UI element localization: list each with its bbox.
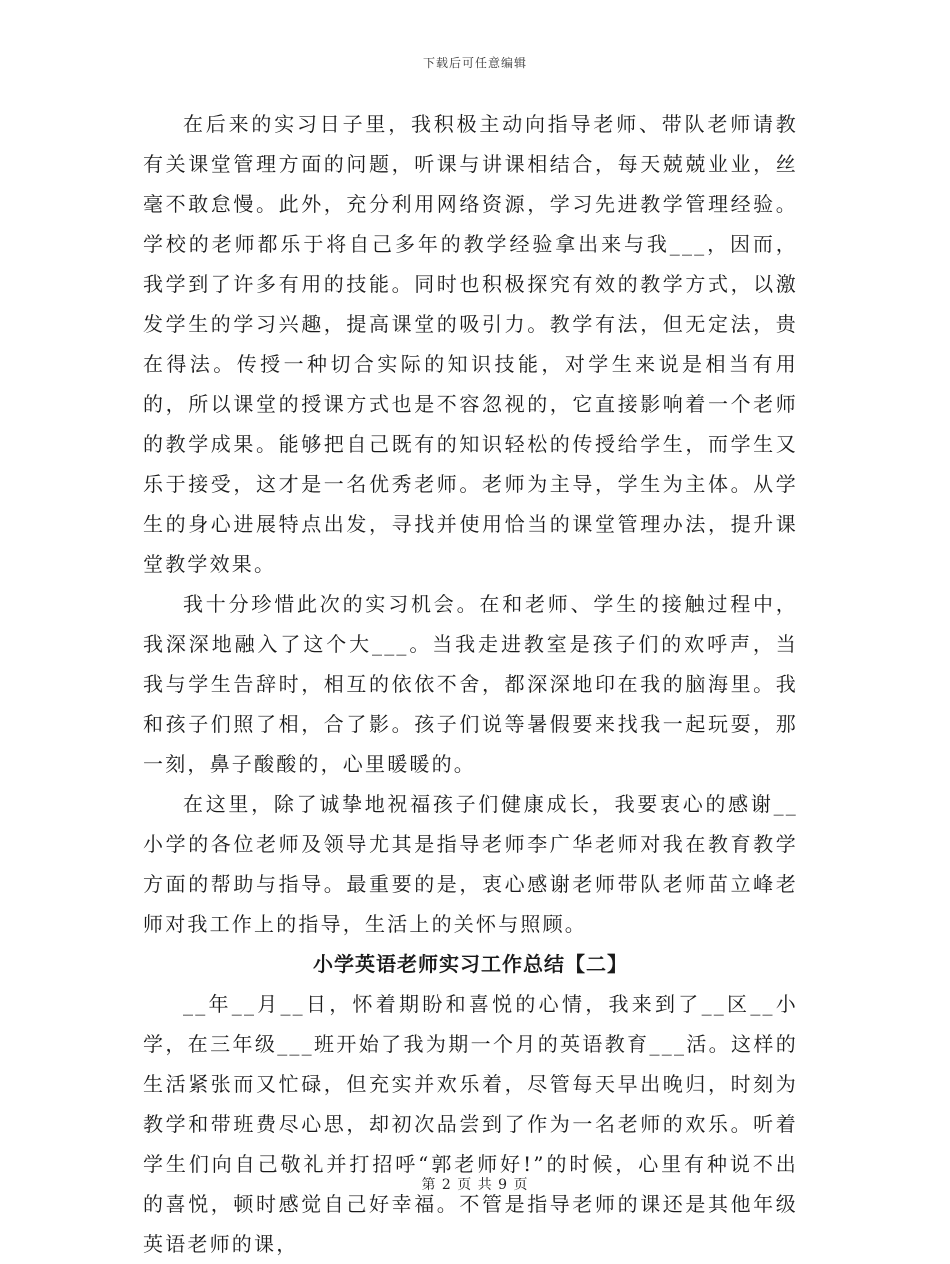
page-number-footer: 第 2 页 共 9 页	[421, 1177, 529, 1193]
paragraph-practice-experience: 在后来的实习日子里，我积极主动向指导老师、带队老师请教有关课堂管理方面的问题，听课与讲课相结合，每天兢兢业业，丝毫不敢怠慢。此外，充分利用网络资源，学习先进教学管理经验。学校的老师都乐于将自己多年的教学经验拿出来与我___，因而，我学到了许多有用的技能。同时也积极探究有效的教学方式，以激发学生的学习兴趣，提高课堂的吸引力。教学有法，但无定法，贵在得法。传授一种切合实际的知识技能，对学生来说是相当有用的，所以课堂的授课方式也是不容忽视的，它直接影响着一个老师的教学成果。能够把自己既有的知识轻松的传授给学生，而学生又乐于接受，这才是一名优秀老师。老师为主导，学生为主体。从学生的身心进展特点出发，寻找并使用恰当的课堂管理办法，提升课堂教学效果。	[143, 112, 798, 576]
paragraph-thanks: 在这里，除了诚挚地祝福孩子们健康成长，我要衷心的感谢__小学的各位老师及领导尤其是指导老师李广华老师对我在教育教学方面的帮助与指导。最重要的是，衷心感谢老师带队老师苗立峰老师对我工作上的指导，生活上的关怀与照顾。	[143, 792, 798, 936]
paragraph-section-two: __年__月__日，怀着期盼和喜悦的心情，我来到了__区__小学，在三年级___班开始了我为期一个月的英语教育___活。这样的生活紧张而又忙碌，但充实并欢乐着，尽管每天早出晚归，时刻为教学和带班费尽心思，却初次品尝到了作为一名老师的欢乐。听着学生们向自己敬礼并打招呼“郭老师好!”的时候，心里有种说不出的喜悦，顿时感觉自己好幸福。不管是指导老师的课还是其他年级英语老师的课，	[143, 992, 798, 1256]
document-body	[143, 104, 798, 1264]
header-note: 下载后可任意编辑	[422, 56, 527, 70]
paragraph-cherish-opportunity: 我十分珍惜此次的实习机会。在和老师、学生的接触过程中，我深深地融入了这个大___。当我走进教室是孩子们的欢呼声，当我与学生告辞时，相互的依依不舍，都深深地印在我的脑海里。我和孩子们照了相，合了影。孩子们说等暑假要来找我一起玩耍，那一刻，鼻子酸酸的，心里暖暖的。	[143, 592, 798, 776]
section-heading: 小学英语老师实习工作总结【二】	[313, 952, 628, 976]
